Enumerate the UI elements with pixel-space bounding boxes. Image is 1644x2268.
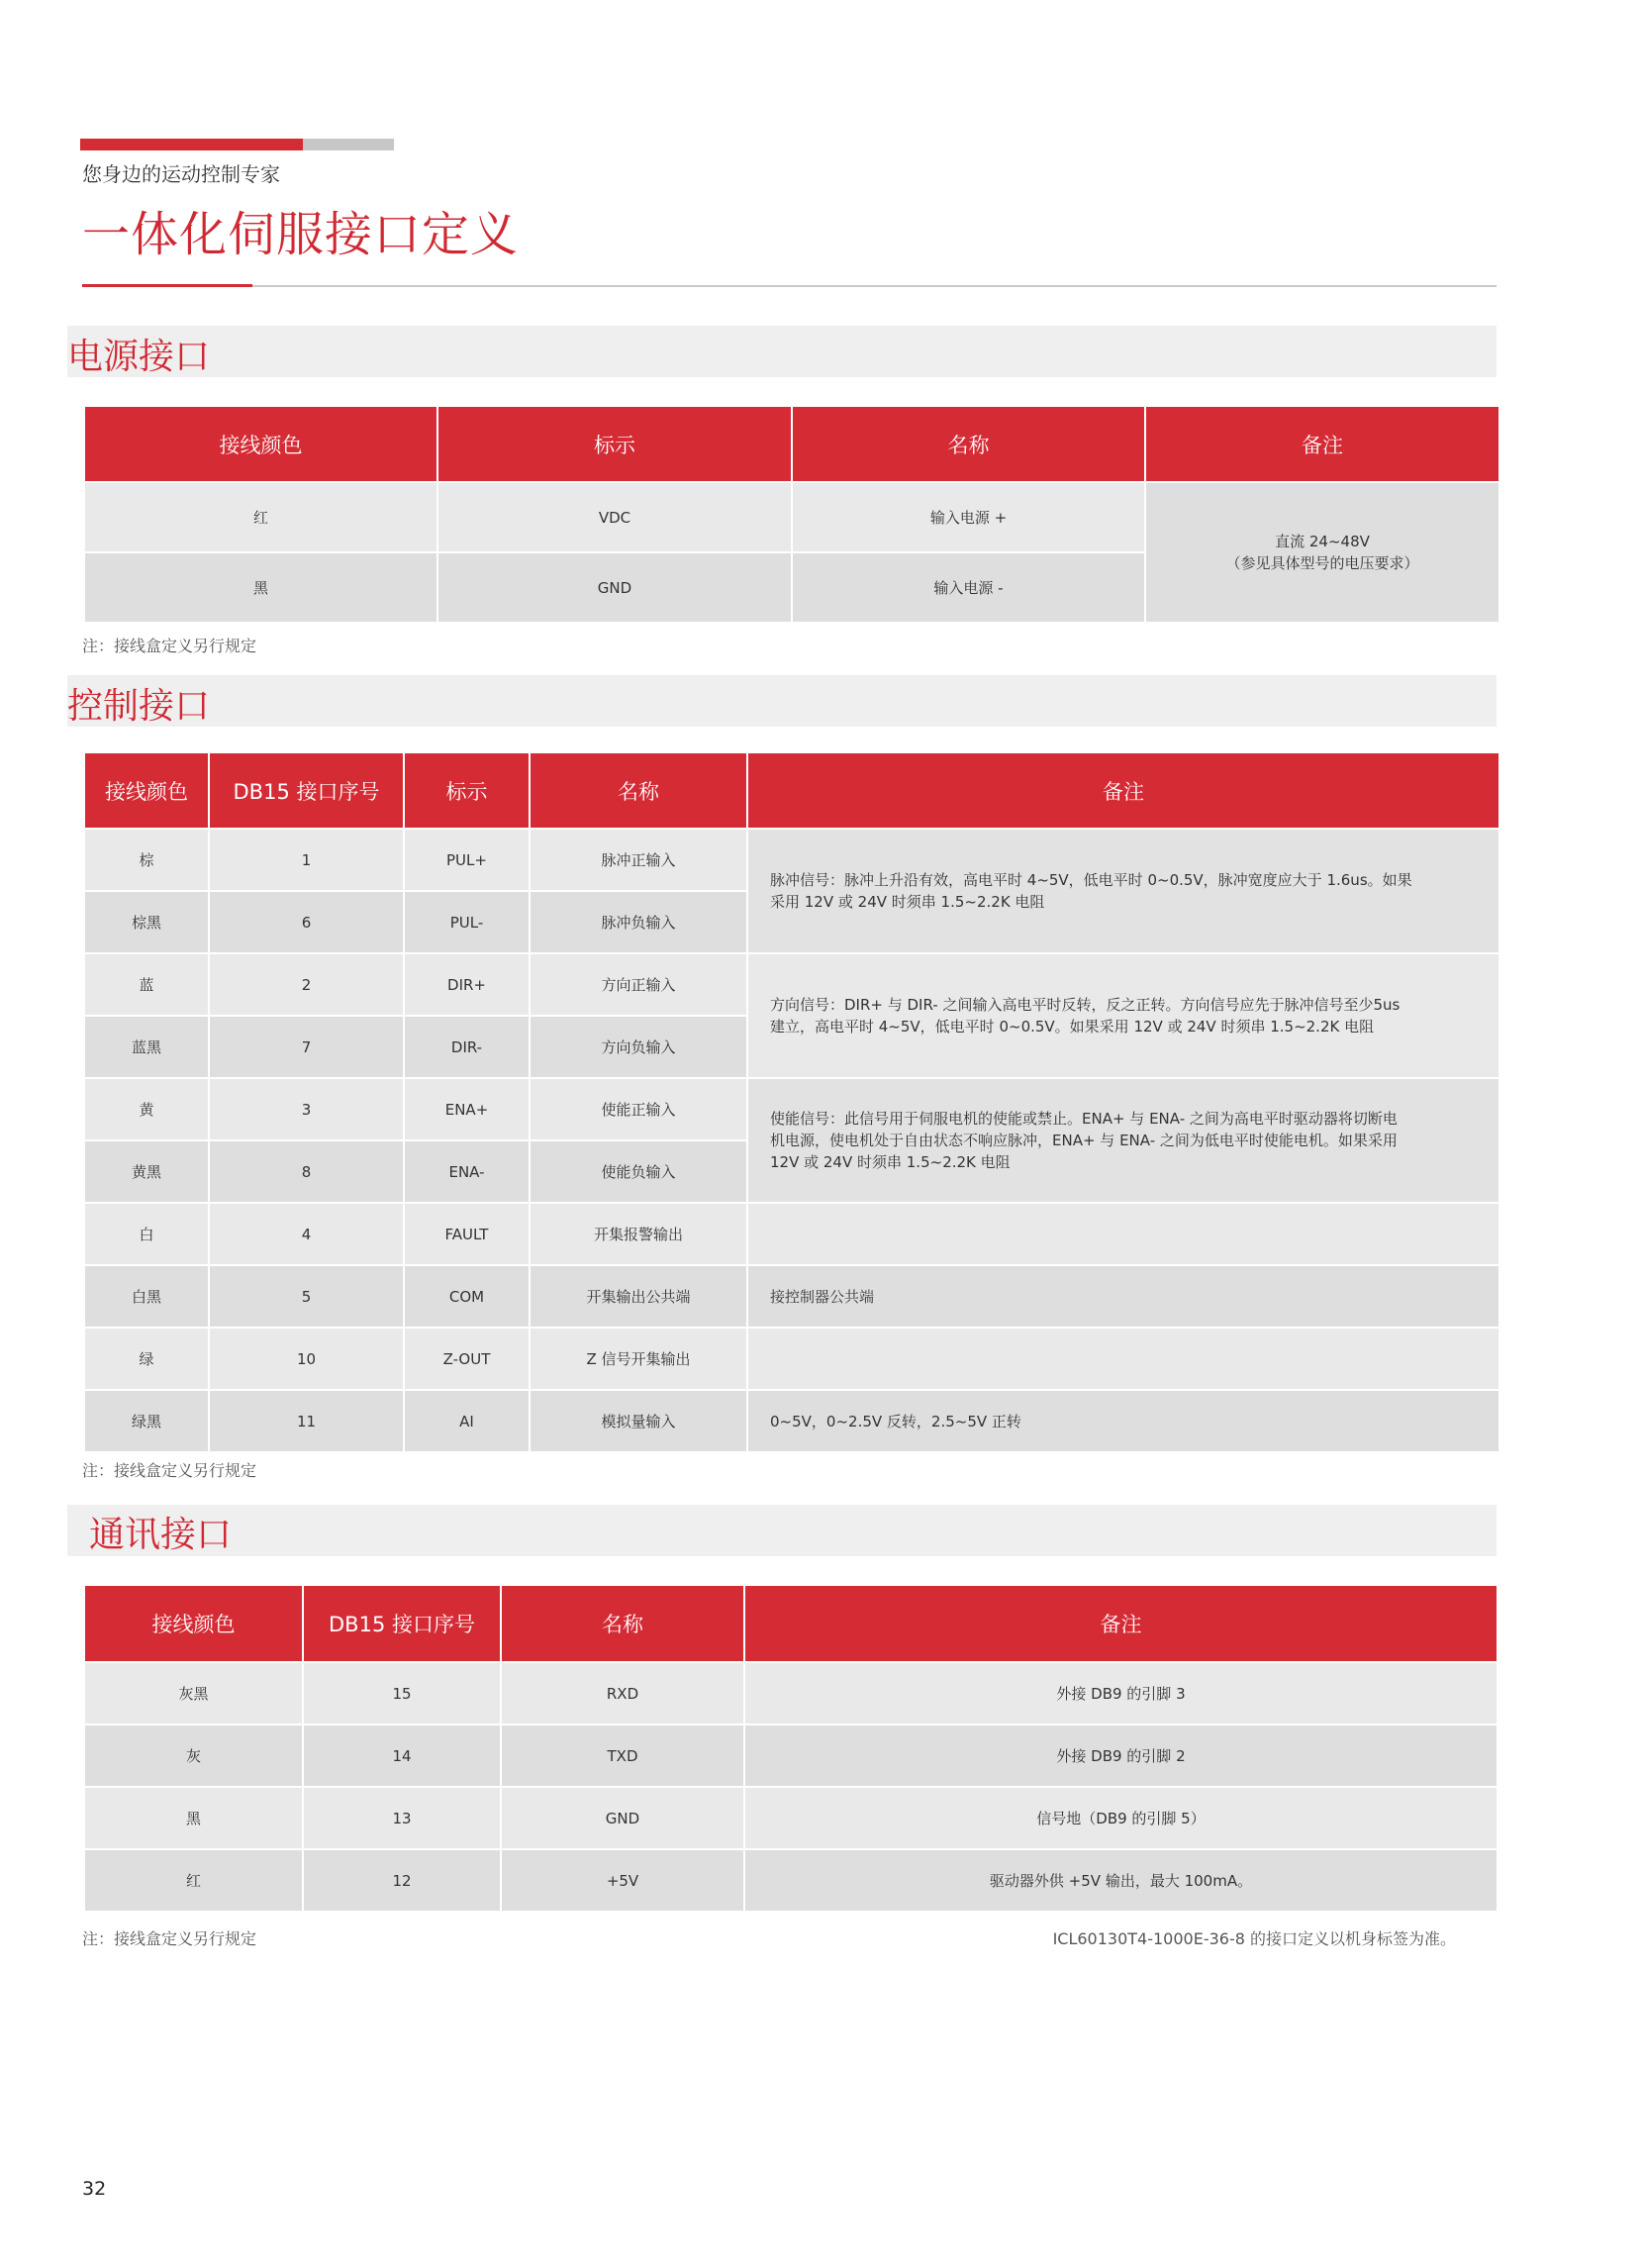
signal-name: 模拟量输入 <box>530 1390 747 1452</box>
wire-color: 棕黑 <box>84 891 209 953</box>
pin-number: 6 <box>209 891 404 953</box>
table-row <box>84 1203 1499 1265</box>
signal-name: RXD <box>501 1662 744 1725</box>
pin-number: 13 <box>303 1787 501 1849</box>
signal-name: TXD <box>501 1725 744 1787</box>
table-row <box>84 953 1499 1016</box>
wire-color: 黑 <box>84 1787 303 1849</box>
pin-number: 7 <box>209 1016 404 1078</box>
table-row <box>84 1390 1499 1452</box>
table-row <box>84 1328 1499 1390</box>
page-number: 32 <box>82 2178 107 2200</box>
note-line: 建立，高电平时 4~5V，低电平时 0~0.5V。如果采用 12V 或 24V 时须串 1.5~2.2K 电阻 <box>770 1018 1375 1035</box>
title-underline <box>252 285 1497 287</box>
wire-color: 白黑 <box>84 1265 209 1328</box>
mark: DIR+ <box>404 953 530 1016</box>
power-table-header <box>84 406 1499 482</box>
wire-color: 黄黑 <box>84 1140 209 1203</box>
header-cell: 名称 <box>530 752 747 829</box>
header-cell: 接线颜色 <box>84 1585 303 1662</box>
signal-name: 使能正输入 <box>530 1078 747 1140</box>
wire-color: 灰黑 <box>84 1662 303 1725</box>
wire-color: 蓝黑 <box>84 1016 209 1078</box>
note-line: 方向信号：DIR+ 与 DIR- 之间输入高电平时反转，反之正转。方向信号应先于脉冲信号至少5us <box>770 996 1401 1014</box>
signal-name: 脉冲正输入 <box>530 829 747 891</box>
comm-table-header <box>84 1585 1498 1662</box>
wire-color: 红 <box>84 1849 303 1912</box>
comm-note: 外接 DB9 的引脚 2 <box>744 1725 1498 1787</box>
header-cell: DB15 接口序号 <box>209 752 404 829</box>
mark: VDC <box>437 482 792 552</box>
header-gray-bar <box>303 139 394 150</box>
wire-color: 蓝 <box>84 953 209 1016</box>
wire-color: 棕 <box>84 829 209 891</box>
header-cell: DB15 接口序号 <box>303 1585 501 1662</box>
control-table <box>83 751 1500 1453</box>
wire-color: 黑 <box>84 552 437 623</box>
signal-name: 开集输出公共端 <box>530 1265 747 1328</box>
power-table <box>83 405 1500 624</box>
table-row <box>84 1787 1498 1849</box>
footnote: 注：接线盒定义另行规定 <box>82 1929 257 1948</box>
signal-name: 输入电源 - <box>792 552 1145 623</box>
model-footnote: ICL60130T4-1000E-36-8 的接口定义以机身标签为准。 <box>1052 1929 1456 1948</box>
comm-note: 信号地（DB9 的引脚 5） <box>744 1787 1498 1849</box>
note-line: 采用 12V 或 24V 时须串 1.5~2.2K 电阻 <box>770 893 1045 911</box>
com-note: 接控制器公共端 <box>747 1265 1499 1328</box>
footnote: 注：接线盒定义另行规定 <box>82 637 257 655</box>
wire-color: 灰 <box>84 1725 303 1787</box>
header-cell: 接线颜色 <box>84 406 437 482</box>
mark: PUL+ <box>404 829 530 891</box>
note-line: 机电源，使电机处于自由状态不响应脉冲，ENA+ 与 ENA- 之间为低电平时使能电机。如果采用 <box>770 1132 1398 1149</box>
header-cell: 备注 <box>1145 406 1499 482</box>
pin-number: 8 <box>209 1140 404 1203</box>
signal-name: 脉冲负输入 <box>530 891 747 953</box>
table-row <box>84 482 1499 552</box>
pin-number: 14 <box>303 1725 501 1787</box>
signal-name: +5V <box>501 1849 744 1912</box>
page-title: 一体化伺服接口定义 <box>82 207 520 262</box>
header-cell: 接线颜色 <box>84 752 209 829</box>
table-row <box>84 1265 1499 1328</box>
pin-number: 2 <box>209 953 404 1016</box>
title-underline-accent <box>82 284 252 287</box>
table-row <box>84 1078 1499 1140</box>
signal-name: 开集报警输出 <box>530 1203 747 1265</box>
comm-section-band <box>67 1505 1497 1556</box>
control-section-title: 控制接口 <box>67 686 211 727</box>
comm-table <box>83 1584 1499 1913</box>
pin-number: 1 <box>209 829 404 891</box>
note-line: 脉冲信号：脉冲上升沿有效，高电平时 4~5V，低电平时 0~0.5V，脉冲宽度应大于 1.6us。如果 <box>770 871 1412 889</box>
signal-name: 输入电源 + <box>792 482 1145 552</box>
control-table-header <box>84 752 1499 829</box>
wire-color: 白 <box>84 1203 209 1265</box>
mark: FAULT <box>404 1203 530 1265</box>
mark: COM <box>404 1265 530 1328</box>
note-line: 使能信号：此信号用于伺服电机的使能或禁止。ENA+ 与 ENA- 之间为高电平时驱动器将切断电 <box>770 1110 1398 1128</box>
power-note <box>1145 482 1499 623</box>
control-section-band <box>67 675 1497 727</box>
pin-number: 5 <box>209 1265 404 1328</box>
signal-name: 方向正输入 <box>530 953 747 1016</box>
pin-number: 3 <box>209 1078 404 1140</box>
note-line: （参见具体型号的电压要求） <box>1225 554 1419 572</box>
signal-name: 使能负输入 <box>530 1140 747 1203</box>
z-out-note <box>747 1328 1499 1390</box>
header-cell: 名称 <box>501 1585 744 1662</box>
direction-note <box>747 953 1499 1078</box>
wire-color: 绿 <box>84 1328 209 1390</box>
mark: AI <box>404 1390 530 1452</box>
slogan: 您身边的运动控制专家 <box>82 162 280 186</box>
header-cell: 备注 <box>747 752 1499 829</box>
header-cell: 名称 <box>792 406 1145 482</box>
note-line: 直流 24~48V <box>1275 533 1370 550</box>
footnote: 注：接线盒定义另行规定 <box>82 1461 257 1480</box>
header-cell: 标示 <box>404 752 530 829</box>
comm-note: 驱动器外供 +5V 输出，最大 100mA。 <box>744 1849 1498 1912</box>
pin-number: 11 <box>209 1390 404 1452</box>
pin-number: 4 <box>209 1203 404 1265</box>
wire-color: 绿黑 <box>84 1390 209 1452</box>
table-row <box>84 1849 1498 1912</box>
pin-number: 12 <box>303 1849 501 1912</box>
comm-section-title: 通讯接口 <box>89 1515 233 1555</box>
mark: Z-OUT <box>404 1328 530 1390</box>
mark: ENA+ <box>404 1078 530 1140</box>
table-row <box>84 1725 1498 1787</box>
wire-color: 红 <box>84 482 437 552</box>
power-section-band <box>67 326 1497 377</box>
signal-name: 方向负输入 <box>530 1016 747 1078</box>
signal-name: GND <box>501 1787 744 1849</box>
table-row <box>84 1662 1498 1725</box>
mark: ENA- <box>404 1140 530 1203</box>
mark: DIR- <box>404 1016 530 1078</box>
pin-number: 15 <box>303 1662 501 1725</box>
note-line: 12V 或 24V 时须串 1.5~2.2K 电阻 <box>770 1153 1011 1171</box>
mark: PUL- <box>404 891 530 953</box>
ai-note: 0~5V，0~2.5V 反转，2.5~5V 正转 <box>747 1390 1499 1452</box>
power-section-title: 电源接口 <box>67 337 211 377</box>
fault-note <box>747 1203 1499 1265</box>
table-row <box>84 829 1499 891</box>
enable-note <box>747 1078 1499 1203</box>
wire-color: 黄 <box>84 1078 209 1140</box>
header-cell: 备注 <box>744 1585 1498 1662</box>
pulse-note <box>747 829 1499 953</box>
header-accent-bar <box>80 139 303 150</box>
mark: GND <box>437 552 792 623</box>
signal-name: Z 信号开集输出 <box>530 1328 747 1390</box>
header-cell: 标示 <box>437 406 792 482</box>
pin-number: 10 <box>209 1328 404 1390</box>
comm-note: 外接 DB9 的引脚 3 <box>744 1662 1498 1725</box>
